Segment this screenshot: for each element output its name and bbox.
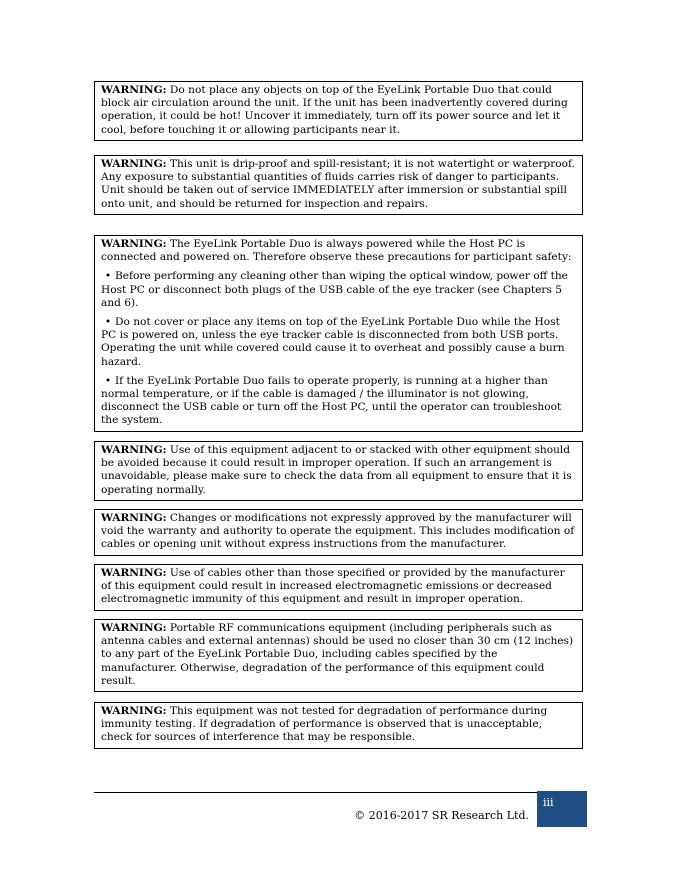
footer-copyright: © 2016-2017 SR Research Ltd.	[354, 809, 529, 822]
warning-paragraph	[101, 238, 576, 264]
warning-label: WARNING:	[101, 444, 167, 456]
warning-text: This unit is drip-proof and spill-resistant; it is not watertight or waterproof. Any exposure to substantial quantities of fluids carries risk of danger to participants. Unit should be taken out of service IMMEDIATELY after immersion or substantial spill onto unit, and should be returned for inspection and repairs.	[101, 158, 575, 210]
warning-label: WARNING:	[101, 705, 167, 717]
warning-paragraph	[101, 705, 576, 745]
warning-box-5	[94, 509, 583, 556]
warning-bullet-item	[101, 316, 576, 369]
warning-text: Use of cables other than those specified or provided by the manufacturer of this equipment could result in increased electromagnetic emissions or decreased electromagnetic immunity of this equipment and result in improper operation.	[101, 567, 565, 606]
warning-text: Changes or modifications not expressly approved by the manufacturer will void the warranty and authority to operate the equipment. This includes modification of cables or opening unit without express instructions from the manufacturer.	[101, 512, 575, 551]
warning-box-8	[94, 702, 583, 749]
warning-box-1	[94, 81, 583, 141]
warning-paragraph	[101, 567, 576, 607]
warning-box-4	[94, 441, 583, 501]
warning-paragraph	[101, 84, 576, 137]
warning-label: WARNING:	[101, 158, 167, 170]
warning-text: Portable RF communications equipment (including peripherals such as antenna cables and external antennas) should be used no closer than 30 cm (12 inches) to any part of the EyeLink Portable Duo, including cables specified by the manufacturer. Otherwise, degradation of the performance of this equipment could result.	[101, 622, 574, 687]
warning-box-3	[94, 235, 583, 432]
warning-label: WARNING:	[101, 622, 167, 634]
warning-text: Use of this equipment adjacent to or stacked with other equipment should be avoided because it could result in improper operation. If such an arrangement is unavoidable, please make sure to check the data from all equipment to ensure that it is operating normally.	[101, 444, 572, 496]
warning-bullet-item	[101, 270, 576, 310]
warning-label: WARNING:	[101, 84, 167, 96]
warning-text: This equipment was not tested for degradation of performance during immunity testing. If degradation of performance is observed that is unacceptable, check for sources of interference that may be responsible.	[101, 705, 548, 744]
warning-box-2	[94, 155, 583, 215]
warning-label: WARNING:	[101, 567, 167, 579]
warning-bullet-item	[101, 375, 576, 428]
page-number-box	[537, 791, 587, 827]
bullet-icon: •	[104, 374, 112, 387]
warning-box-7	[94, 619, 583, 692]
warning-paragraph	[101, 158, 576, 211]
warning-box-6	[94, 564, 583, 611]
warning-paragraph	[101, 622, 576, 688]
bullet-icon: •	[104, 316, 112, 329]
warning-label: WARNING:	[101, 512, 167, 524]
page-number: iii	[543, 796, 554, 809]
bullet-icon: •	[104, 270, 112, 283]
footer-divider	[94, 792, 587, 793]
warning-bullet-text: If the EyeLink Portable Duo fails to operate properly, is running at a higher than normal temperature, or if the cable is damaged / the illuminator is not glowing, disconnect the USB cable or turn off the Host PC, until the operator can troubleshoot the system.	[101, 374, 562, 427]
warning-paragraph	[101, 444, 576, 497]
warning-bullet-text: Before performing any cleaning other than wiping the optical window, power off the Host PC or disconnect both plugs of the USB cable of the eye tracker (see Chapters 5 and 6).	[101, 270, 568, 309]
warning-paragraph	[101, 512, 576, 552]
warning-bullet-text: Do not cover or place any items on top of the EyeLink Portable Duo while the Host PC is powered on, unless the eye tracker cable is disconnected from both USB ports. Operating the unit while covered could cause it to overheat and possibly cause a burn hazard.	[101, 316, 565, 368]
warning-text: The EyeLink Portable Duo is always powered while the Host PC is connected and powered on. Therefore observe these precautions for participant safety:	[101, 238, 572, 264]
warning-label: WARNING:	[101, 238, 167, 250]
warning-text: Do not place any objects on top of the EyeLink Portable Duo that could block air circulation around the unit. If the unit has been inadvertently covered during operation, it could be hot! Uncover it immediately, turn off its power source and let it cool, before touching it or allowing participants near it.	[101, 84, 568, 136]
